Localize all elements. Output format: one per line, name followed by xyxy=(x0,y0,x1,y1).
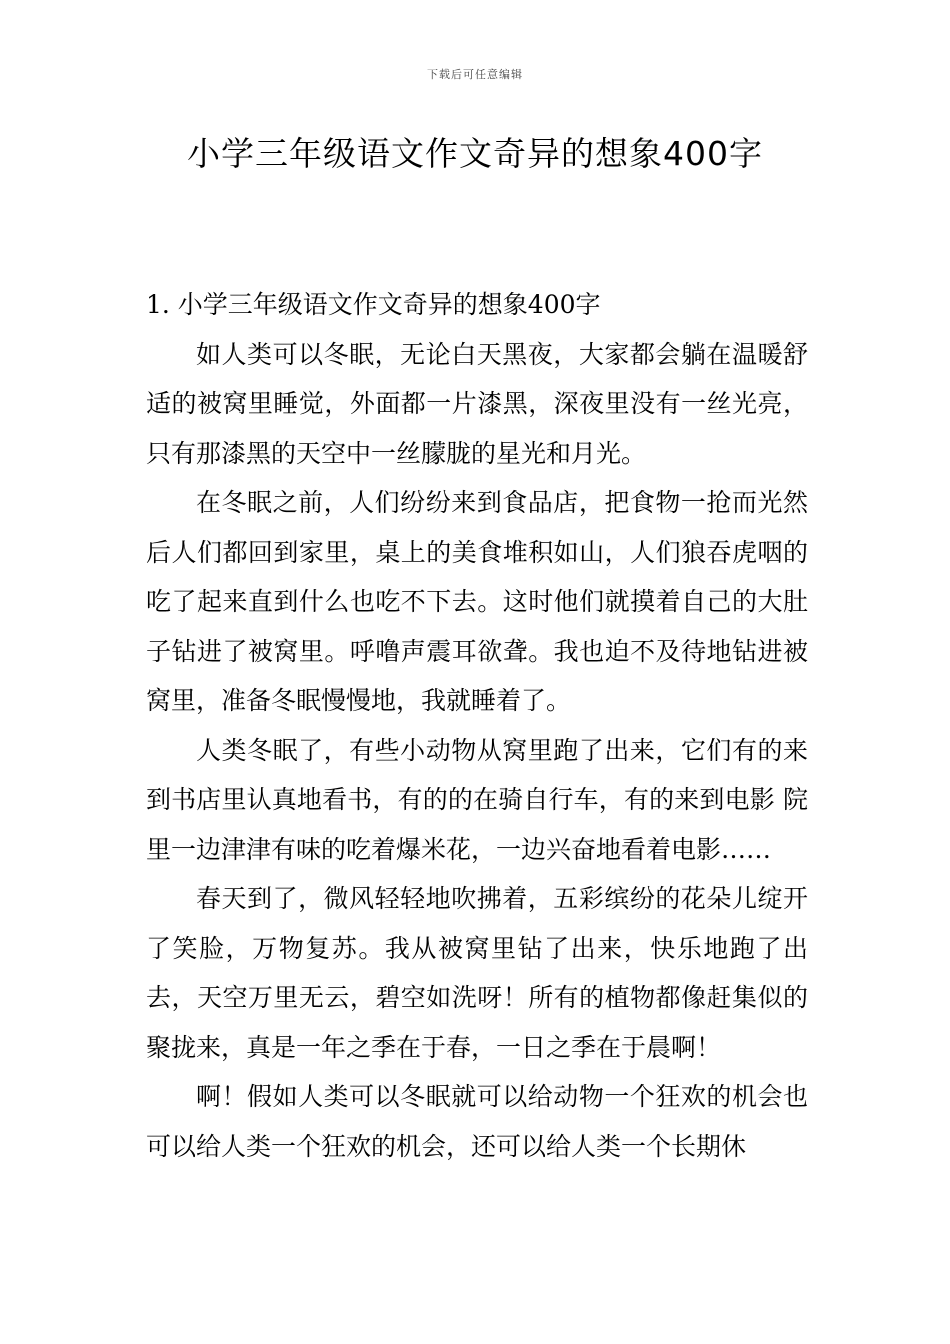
header-note: 下载后可任意编辑 xyxy=(427,68,523,81)
paragraph-4: 春天到了，微风轻轻地吹拂着，五彩缤纷的花朵儿绽开了笑脸，万物复苏。我从被窝里钻了出来，快乐地跑了出去，天空万里无云，碧空如洗呀！所有的植物都像赶集似的聚拢来，真是一年之季在于春，一日之季在于晨啊！ xyxy=(146,884,808,1062)
paragraph-2: 在冬眠之前，人们纷纷来到食品店，把食物一抢而光然后人们都回到家里，桌上的美食堆积如山，人们狼吞虎咽的吃了起来直到什么也吃不下去。这时他们就摸着自己的大肚子钻进了被窝里。呼噜声震耳欲聋。我也迫不及待地钻进被窝里，准备冬眠慢慢地，我就睡着了。 xyxy=(146,488,808,715)
section-heading: 1. 小学三年级语文作文奇异的想象400字 xyxy=(146,290,601,319)
paragraph-5: 啊！假如人类可以冬眠就可以给动物一个狂欢的机会也可以给人类一个狂欢的机会，还可以给人类一个长期休 xyxy=(146,1082,808,1161)
document-title: 小学三年级语文作文奇异的想象400字 xyxy=(187,134,763,173)
paragraph-1: 如人类可以冬眠，无论白天黑夜，大家都会躺在温暖舒适的被窝里睡觉，外面都一片漆黑，深夜里没有一丝光亮，只有那漆黑的天空中一丝朦胧的星光和月光。 xyxy=(146,339,808,468)
document-body xyxy=(146,280,808,1171)
paragraph-3: 人类冬眠了，有些小动物从窝里跑了出来，它们有的来到书店里认真地看书，有的的在骑自行车，有的来到电影 院里一边津津有味的吃着爆米花，一边兴奋地看着电影…… xyxy=(146,735,808,864)
